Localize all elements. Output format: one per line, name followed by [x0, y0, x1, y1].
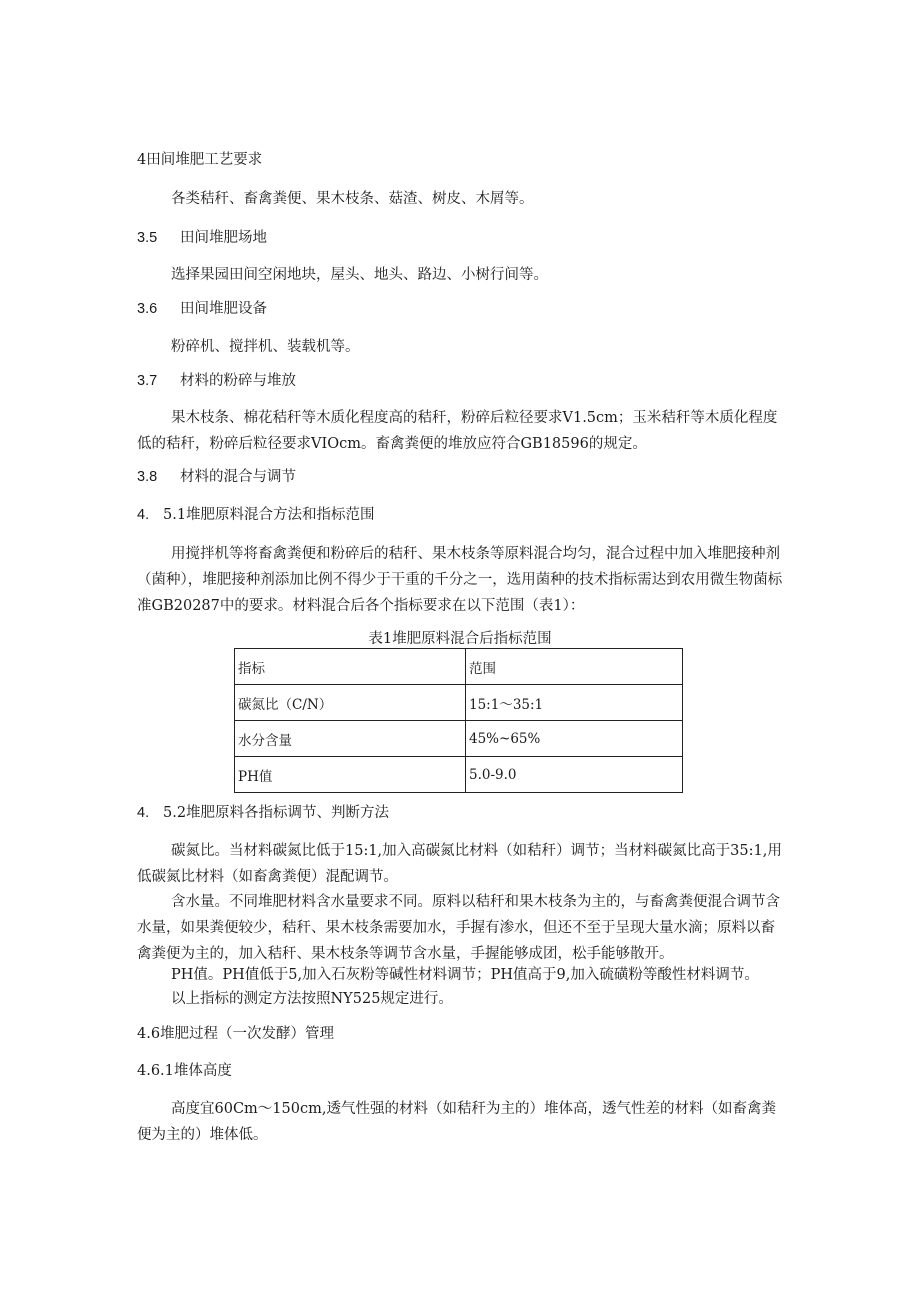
table-caption: 表1堆肥原料混合后指标范围	[368, 631, 552, 647]
table-cell: 5.0-9.0	[466, 757, 683, 793]
section-4-6-1-title: 4.6.1堆体高度	[137, 1063, 232, 1079]
section-title: 5.1堆肥原料混合方法和指标范围	[163, 507, 375, 523]
section-3-5-text: 选择果园田间空闲地块，屋头、地头、路边、小树行间等。	[171, 267, 548, 283]
section-4-5-1-text: 用搅拌机等将畜禽粪便和粉碎后的秸秆、果木枝条等原料混合均匀，混合过程中加入堆肥接种剂（菌种），堆肥接种剂添加比例不得少于干重的千分之一，选用菌种的技术指标需达到农用微生物菌标准GB20287中的要求。材料混合后各个指标要求在以下范围（表1）：	[137, 546, 783, 614]
table-cell: 15:1～35:1	[466, 685, 683, 721]
section-4-6-1-text: 高度宜60Cm～150cm,透气性强的材料（如秸秆为主的）堆体高，透气性差的材料（如畜禽粪便为主的）堆体低。	[137, 1101, 776, 1143]
section-4-6-title: 4.6堆肥过程（一次发酵）管理	[137, 1026, 335, 1042]
section-3-8-heading	[137, 467, 296, 487]
table-header-cell: 指标	[235, 649, 466, 685]
section-4-6-1-heading	[137, 1061, 232, 1081]
section-title: 材料的粉碎与堆放	[180, 373, 296, 389]
cn-ratio-text: 碳氮比。当材料碳氮比低于15:1,加入高碳氮比材料（如秸秆）调节；当材料碳氮比高于35:1,用低碳氮比材料（如畜禽粪便）混配调节。	[137, 843, 782, 885]
section-4-5-2-paragraph-cn	[137, 838, 785, 890]
section-3-7-paragraph	[137, 405, 785, 457]
section-4-heading	[137, 150, 262, 170]
method-text: 以上指标的测定方法按照NY525规定进行。	[171, 991, 453, 1007]
section-4-5-2-paragraph-water	[137, 889, 785, 967]
table-row	[235, 757, 683, 793]
section-number: 3.8	[137, 469, 158, 485]
section-3-6-paragraph	[137, 334, 785, 360]
table-row	[235, 721, 683, 757]
indicator-table	[234, 648, 683, 793]
section-4-paragraph	[137, 186, 785, 212]
section-3-6-heading	[137, 299, 267, 319]
section-4-5-2-heading	[137, 803, 389, 823]
section-title: 5.2堆肥原料各指标调节、判断方法	[163, 805, 390, 821]
table-cell: 水分含量	[235, 721, 466, 757]
section-4-5-1-paragraph	[137, 541, 785, 619]
section-number: 4.	[137, 507, 150, 523]
water-content-text: 含水量。不同堆肥材料含水量要求不同。原料以秸秆和果木枝条为主的，与畜禽粪便混合调节含水量，如果粪便较少，秸秆、果木枝条需要加水，手握有渗水，但还不至于呈现大量水滴；原料以畜禽粪便为主的，加入秸秆、果木枝条等调节含水量，手握能够成团，松手能够散开。	[137, 894, 780, 962]
section-4-5-1-heading	[137, 505, 375, 525]
section-title: 田间堆肥场地	[180, 230, 267, 246]
section-3-6-text: 粉碎机、搅拌机、装载机等。	[171, 339, 360, 355]
section-4-text: 各类秸秆、畜禽粪便、果木枝条、菇渣、树皮、木屑等。	[171, 191, 534, 207]
section-number: 4.	[137, 805, 150, 821]
ph-text: PH值。PH值低于5,加入石灰粉等碱性材料调节；PH值高于9,加入硫磺粉等酸性材料调节。	[171, 967, 759, 983]
table-cell: 碳氮比（C/N）	[235, 685, 466, 721]
table-header-row	[235, 649, 683, 685]
section-4-6-heading	[137, 1024, 334, 1044]
section-3-7-heading	[137, 371, 296, 391]
section-number: 3.5	[137, 230, 158, 246]
section-4-5-2-paragraph-method	[137, 986, 785, 1012]
section-3-5-heading	[137, 228, 267, 248]
table-row	[235, 685, 683, 721]
section-4-5-2-paragraph-ph	[137, 962, 785, 988]
section-number: 3.6	[137, 301, 158, 317]
section-4-heading-text: 4田间堆肥工艺要求	[137, 152, 263, 168]
section-title: 田间堆肥设备	[180, 301, 267, 317]
table-header-cell: 范围	[466, 649, 683, 685]
table-cell: 45%~65%	[466, 721, 683, 757]
section-number: 3.7	[137, 373, 158, 389]
section-title: 材料的混合与调节	[180, 469, 296, 485]
section-4-6-1-paragraph	[137, 1096, 785, 1148]
section-3-7-text: 果木枝条、棉花秸秆等木质化程度高的秸秆，粉碎后粒径要求V1.5cm；玉米秸秆等木质化程度低的秸秆，粉碎后粒径要求VIOcm。畜禽粪便的堆放应符合GB18596的规定。	[137, 410, 778, 452]
section-3-5-paragraph	[137, 262, 785, 288]
table-cell: PH值	[235, 757, 466, 793]
